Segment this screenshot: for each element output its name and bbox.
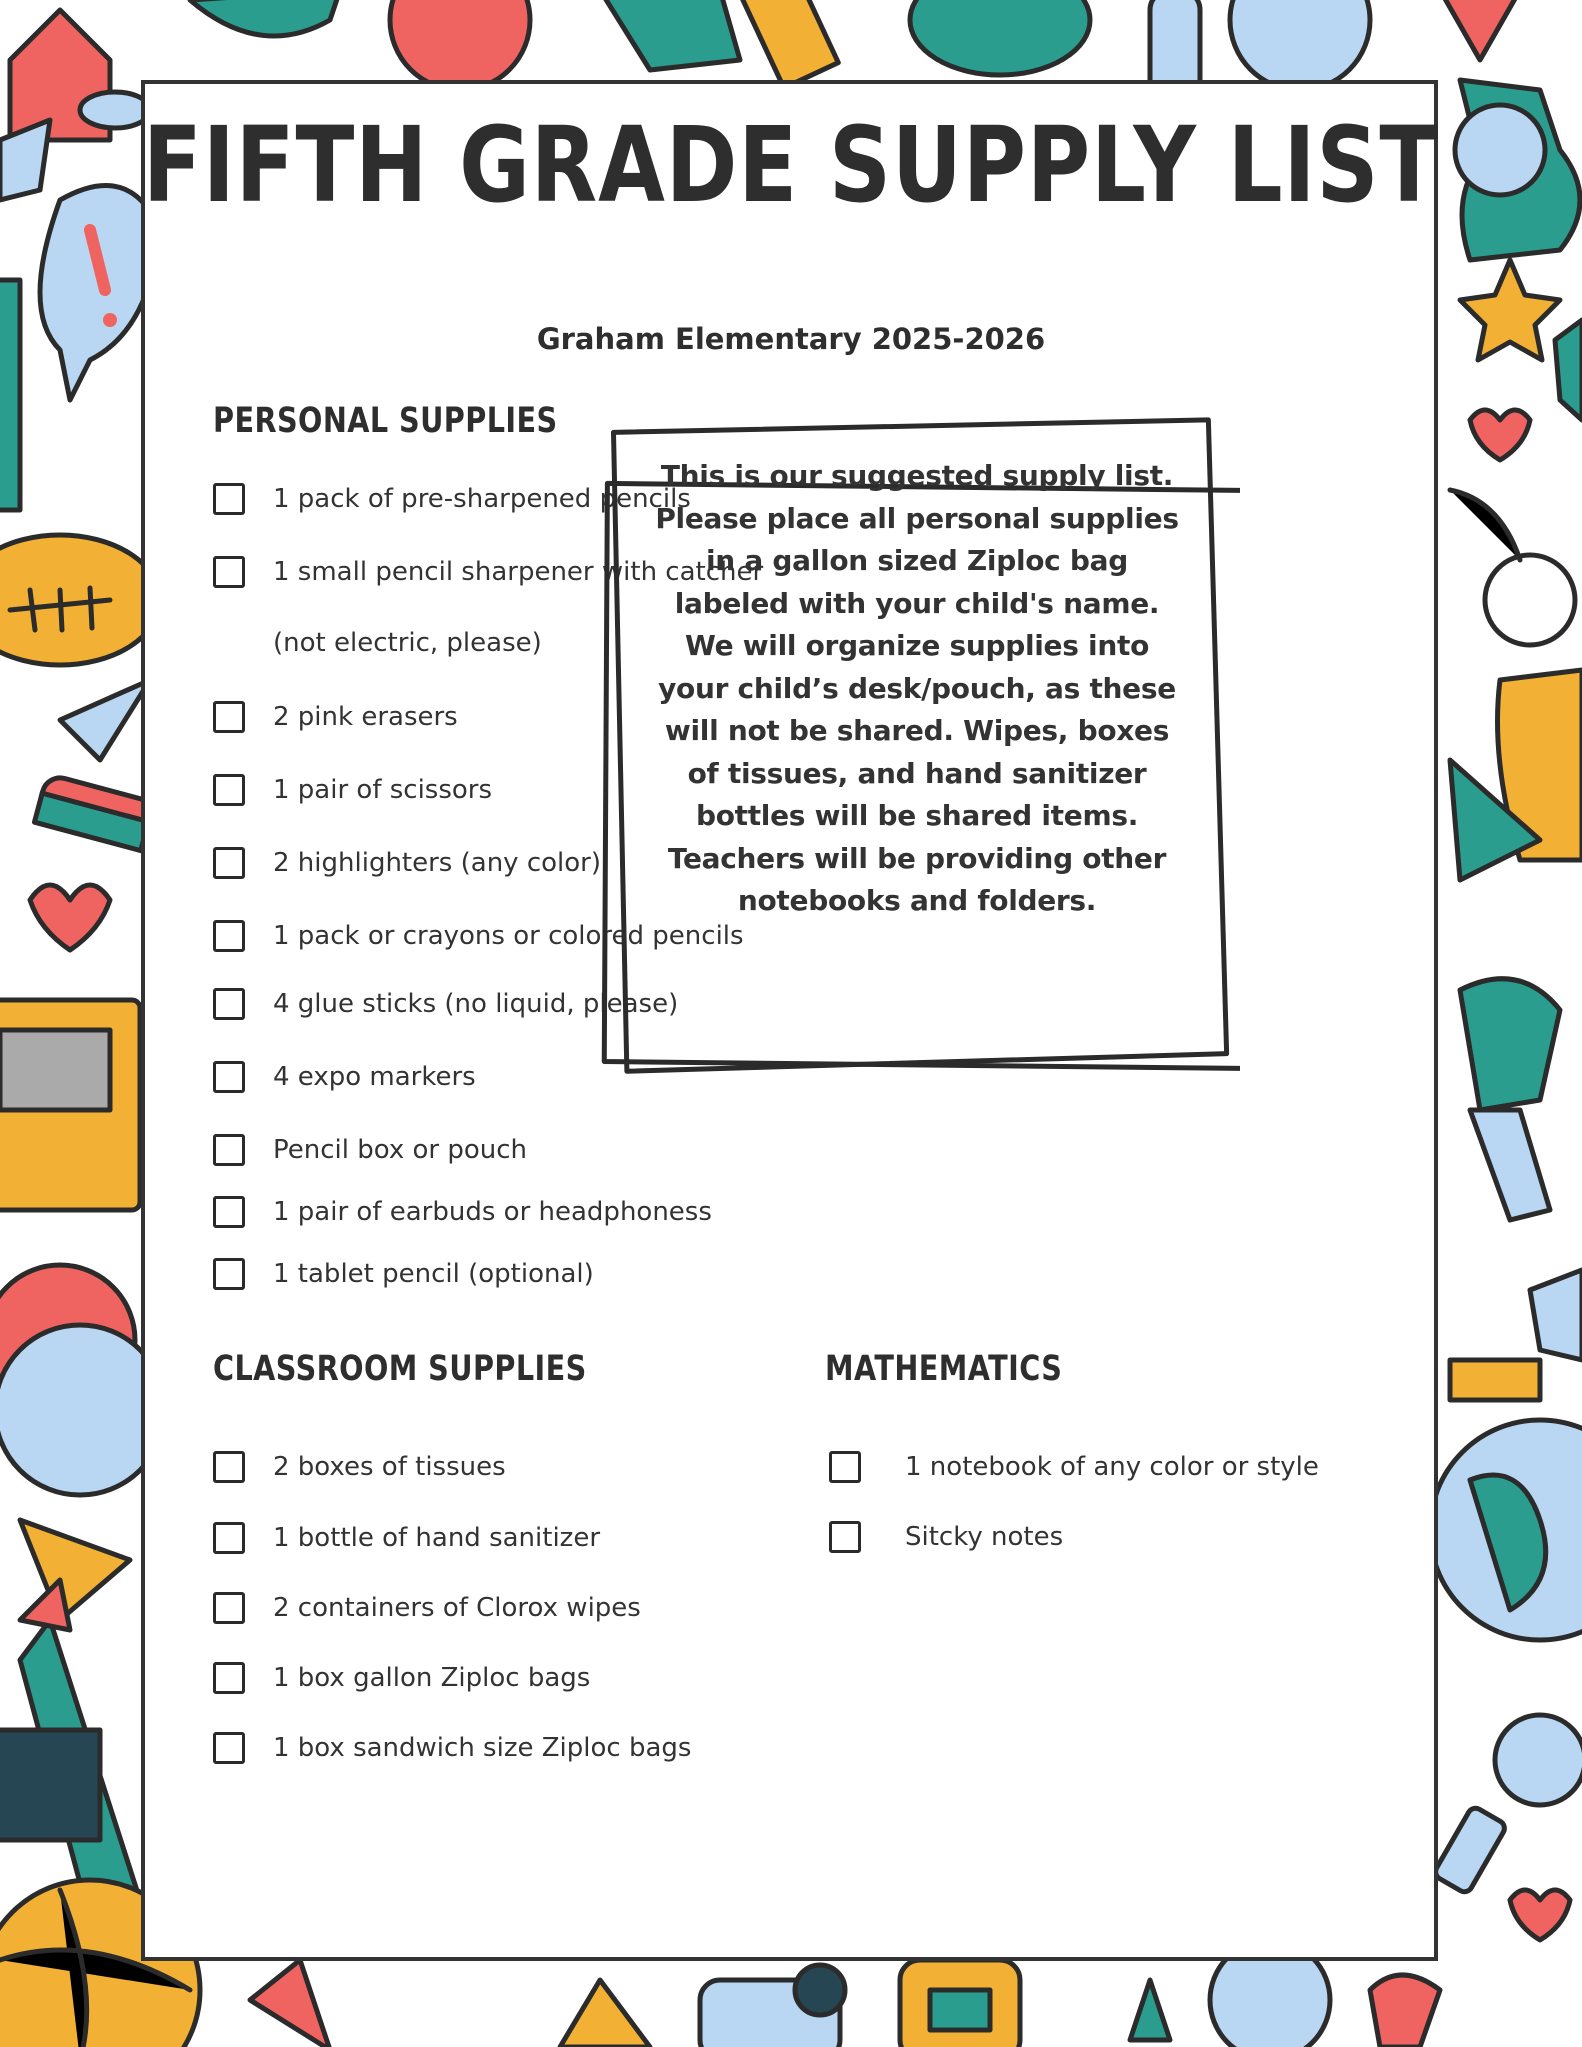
checkbox[interactable] <box>829 1451 861 1483</box>
item-label: 1 pair of scissors <box>273 775 493 805</box>
checkbox[interactable] <box>213 1134 245 1166</box>
checkbox[interactable] <box>213 774 245 806</box>
item-label: 1 pack of pre-sharpened pencils <box>273 484 691 514</box>
checkbox[interactable] <box>213 920 245 952</box>
list-item[interactable] <box>213 701 458 733</box>
item-label: Sitcky notes <box>905 1522 1064 1552</box>
item-label: 2 pink erasers <box>273 702 458 732</box>
checkbox[interactable] <box>213 1451 245 1483</box>
item-label: 4 expo markers <box>273 1062 476 1092</box>
item-label: 1 pack or crayons or colored pencils <box>273 921 744 951</box>
list-item[interactable] <box>213 1592 641 1624</box>
personal-supplies-heading: PERSONAL SUPPLIES <box>213 401 558 441</box>
checkbox[interactable] <box>213 1196 245 1228</box>
list-item[interactable] <box>213 1732 691 1764</box>
list-item[interactable] <box>829 1521 1063 1553</box>
classroom-supplies-heading: CLASSROOM SUPPLIES <box>213 1349 587 1389</box>
list-item[interactable] <box>213 774 492 806</box>
page-subtitle: Graham Elementary 2025-2026 <box>536 322 1046 356</box>
item-label: 1 small pencil sharpener with catcher <box>273 557 764 587</box>
checkbox[interactable] <box>213 1061 245 1093</box>
checkbox[interactable] <box>213 988 245 1020</box>
checkbox[interactable] <box>213 556 245 588</box>
checkbox[interactable] <box>213 1522 245 1554</box>
list-item[interactable] <box>213 847 601 879</box>
item-label: 1 notebook of any color or style <box>905 1452 1319 1482</box>
list-item[interactable] <box>213 1522 600 1554</box>
item-label: Pencil box or pouch <box>273 1135 528 1165</box>
list-item[interactable] <box>213 1258 594 1290</box>
item-label: 1 box gallon Ziploc bags <box>273 1663 591 1693</box>
checkbox[interactable] <box>213 847 245 879</box>
checkbox[interactable] <box>213 1732 245 1764</box>
list-item[interactable] <box>213 1196 712 1228</box>
item-label-continuation: (not electric, please) <box>273 628 542 658</box>
checkbox[interactable] <box>213 1592 245 1624</box>
checkbox[interactable] <box>213 483 245 515</box>
checkbox[interactable] <box>213 1662 245 1694</box>
list-item[interactable] <box>213 1451 506 1483</box>
item-label: 2 highlighters (any color) <box>273 848 601 878</box>
item-label: 1 tablet pencil (optional) <box>273 1259 594 1289</box>
checkbox[interactable] <box>213 701 245 733</box>
list-item[interactable] <box>213 1662 590 1694</box>
item-label: 2 boxes of tissues <box>273 1452 506 1482</box>
mathematics-heading: MATHEMATICS <box>825 1349 1063 1389</box>
item-label: 1 bottle of hand sanitizer <box>273 1523 601 1553</box>
checkbox[interactable] <box>829 1521 861 1553</box>
page-title: FIFTH GRADE SUPPLY LIST <box>142 104 1440 226</box>
item-label: 4 glue sticks (no liquid, please) <box>273 989 679 1019</box>
item-label: 2 containers of Clorox wipes <box>273 1593 641 1623</box>
checkbox[interactable] <box>213 1258 245 1290</box>
list-item[interactable] <box>213 1134 527 1166</box>
list-item[interactable] <box>829 1451 1319 1483</box>
item-label: 1 pair of earbuds or headphoness <box>273 1197 712 1227</box>
note-text: This is our suggested supply list. Please place all personal supplies in a gallon sized Ziploc bag labeled with your child's name. We will organize supplies into your child’s desk/pouch, as these will not be shared. Wipes, boxes of tissues, and hand sanitizer bottles will be shared items. Teachers will be providing other notebooks and folders. <box>655 459 1179 917</box>
item-label: 1 box sandwich size Ziploc bags <box>273 1733 692 1763</box>
list-item[interactable] <box>213 1061 476 1093</box>
